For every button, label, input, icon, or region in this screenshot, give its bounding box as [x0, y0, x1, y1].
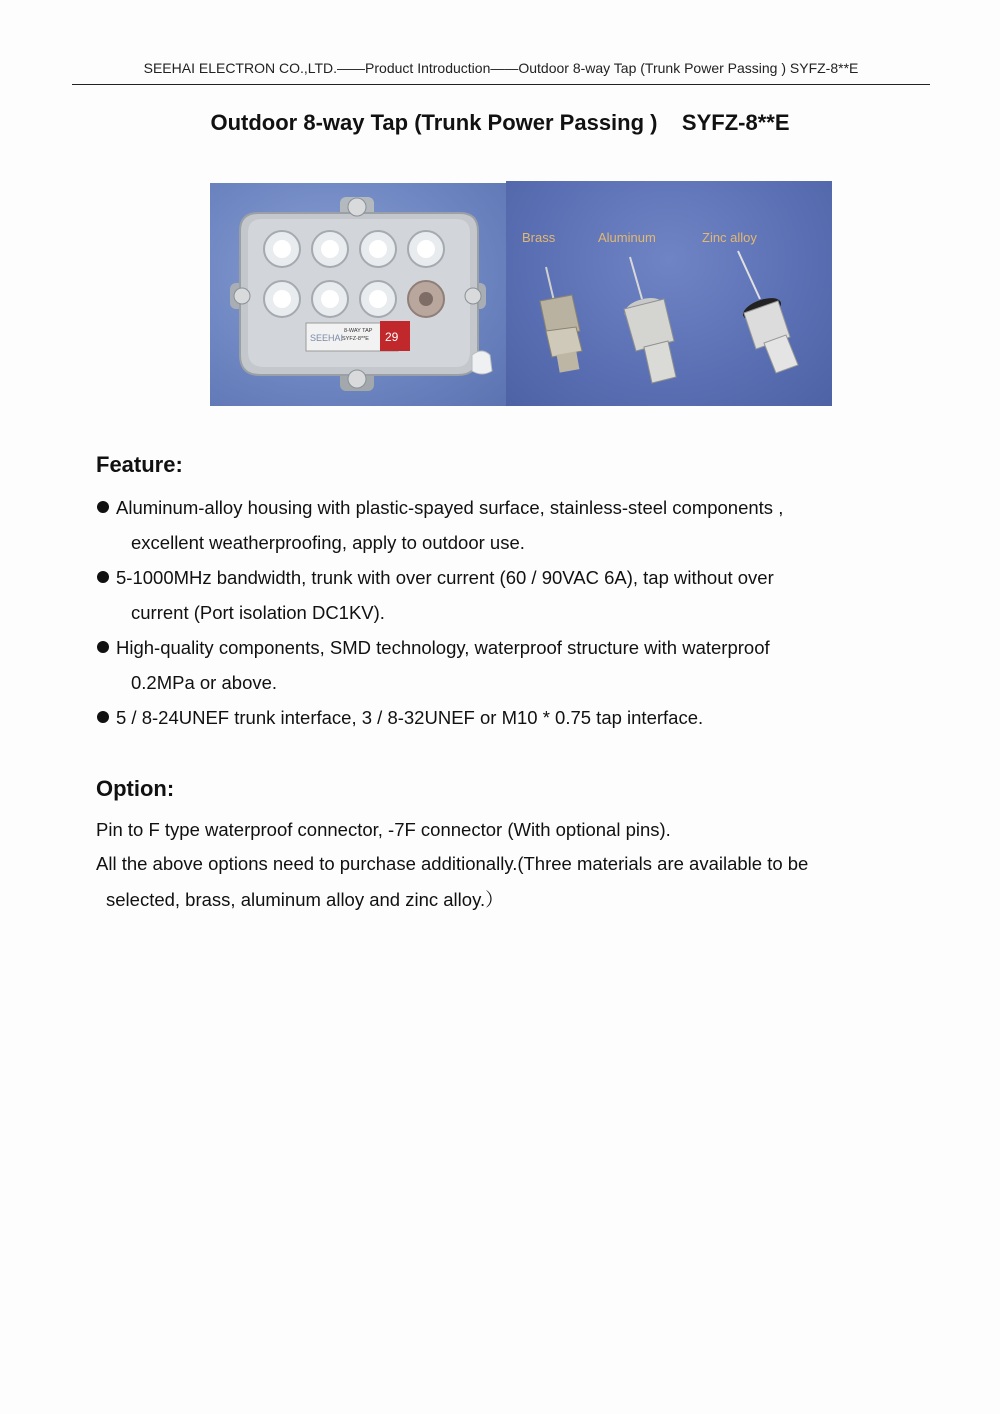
tap-device-photo	[210, 183, 506, 406]
option-line-2: All the above options need to purchase additionally.(Three materials are available to be	[96, 853, 809, 874]
feature-item	[96, 560, 896, 630]
material-label-zinc: Zinc alloy	[702, 230, 757, 245]
device-model-label: SYFZ-8**E	[342, 336, 369, 342]
feature-item	[96, 700, 896, 735]
device-brand-label: SEEHAI	[310, 333, 344, 343]
device-number-label: 29	[385, 330, 399, 344]
material-label-aluminum: Aluminum	[598, 230, 656, 245]
feature-item	[96, 490, 896, 560]
feature-item-line: Aluminum-alloy housing with plastic-spayed surface, stainless-steel components ,	[116, 497, 784, 518]
feature-item	[96, 630, 896, 700]
bullet-icon	[97, 501, 109, 513]
bullet-icon	[97, 641, 109, 653]
feature-item-continuation: current (Port isolation DC1KV).	[131, 602, 385, 623]
running-header: SEEHAI ELECTRON CO.,LTD.——Product Introduction——Outdoor 8-way Tap (Trunk Power Passing ) SYFZ-8**E	[143, 60, 859, 76]
feature-list	[96, 490, 896, 735]
header-divider	[72, 84, 930, 85]
option-line-1: Pin to F type waterproof connector, -7F connector (With optional pins).	[96, 819, 671, 840]
option-heading: Option:	[96, 776, 175, 801]
feature-item-line: 5 / 8-24UNEF trunk interface, 3 / 8-32UNEF or M10 * 0.75 tap interface.	[116, 707, 704, 728]
feature-item-line: High-quality components, SMD technology, waterproof structure with waterproof	[116, 637, 770, 658]
bullet-icon	[97, 711, 109, 723]
device-type-label: 8-WAY TAP	[344, 328, 373, 334]
feature-item-continuation: excellent weatherproofing, apply to outdoor use.	[131, 532, 525, 553]
product-photos	[210, 181, 832, 406]
connector-illustration	[506, 181, 832, 406]
tap-device-illustration	[210, 183, 506, 406]
material-label-brass: Brass	[522, 230, 556, 245]
option-line-3: selected, brass, aluminum alloy and zinc alloy.）	[106, 889, 504, 910]
feature-heading: Feature:	[96, 452, 183, 477]
feature-item-continuation: 0.2MPa or above.	[131, 672, 278, 693]
page-title: Outdoor 8-way Tap (Trunk Power Passing ) SYFZ-8**E	[210, 110, 790, 135]
feature-item-line: 5-1000MHz bandwidth, trunk with over current (60 / 90VAC 6A), tap without over	[116, 567, 774, 588]
connector-photo	[506, 181, 832, 406]
bullet-icon	[97, 571, 109, 583]
